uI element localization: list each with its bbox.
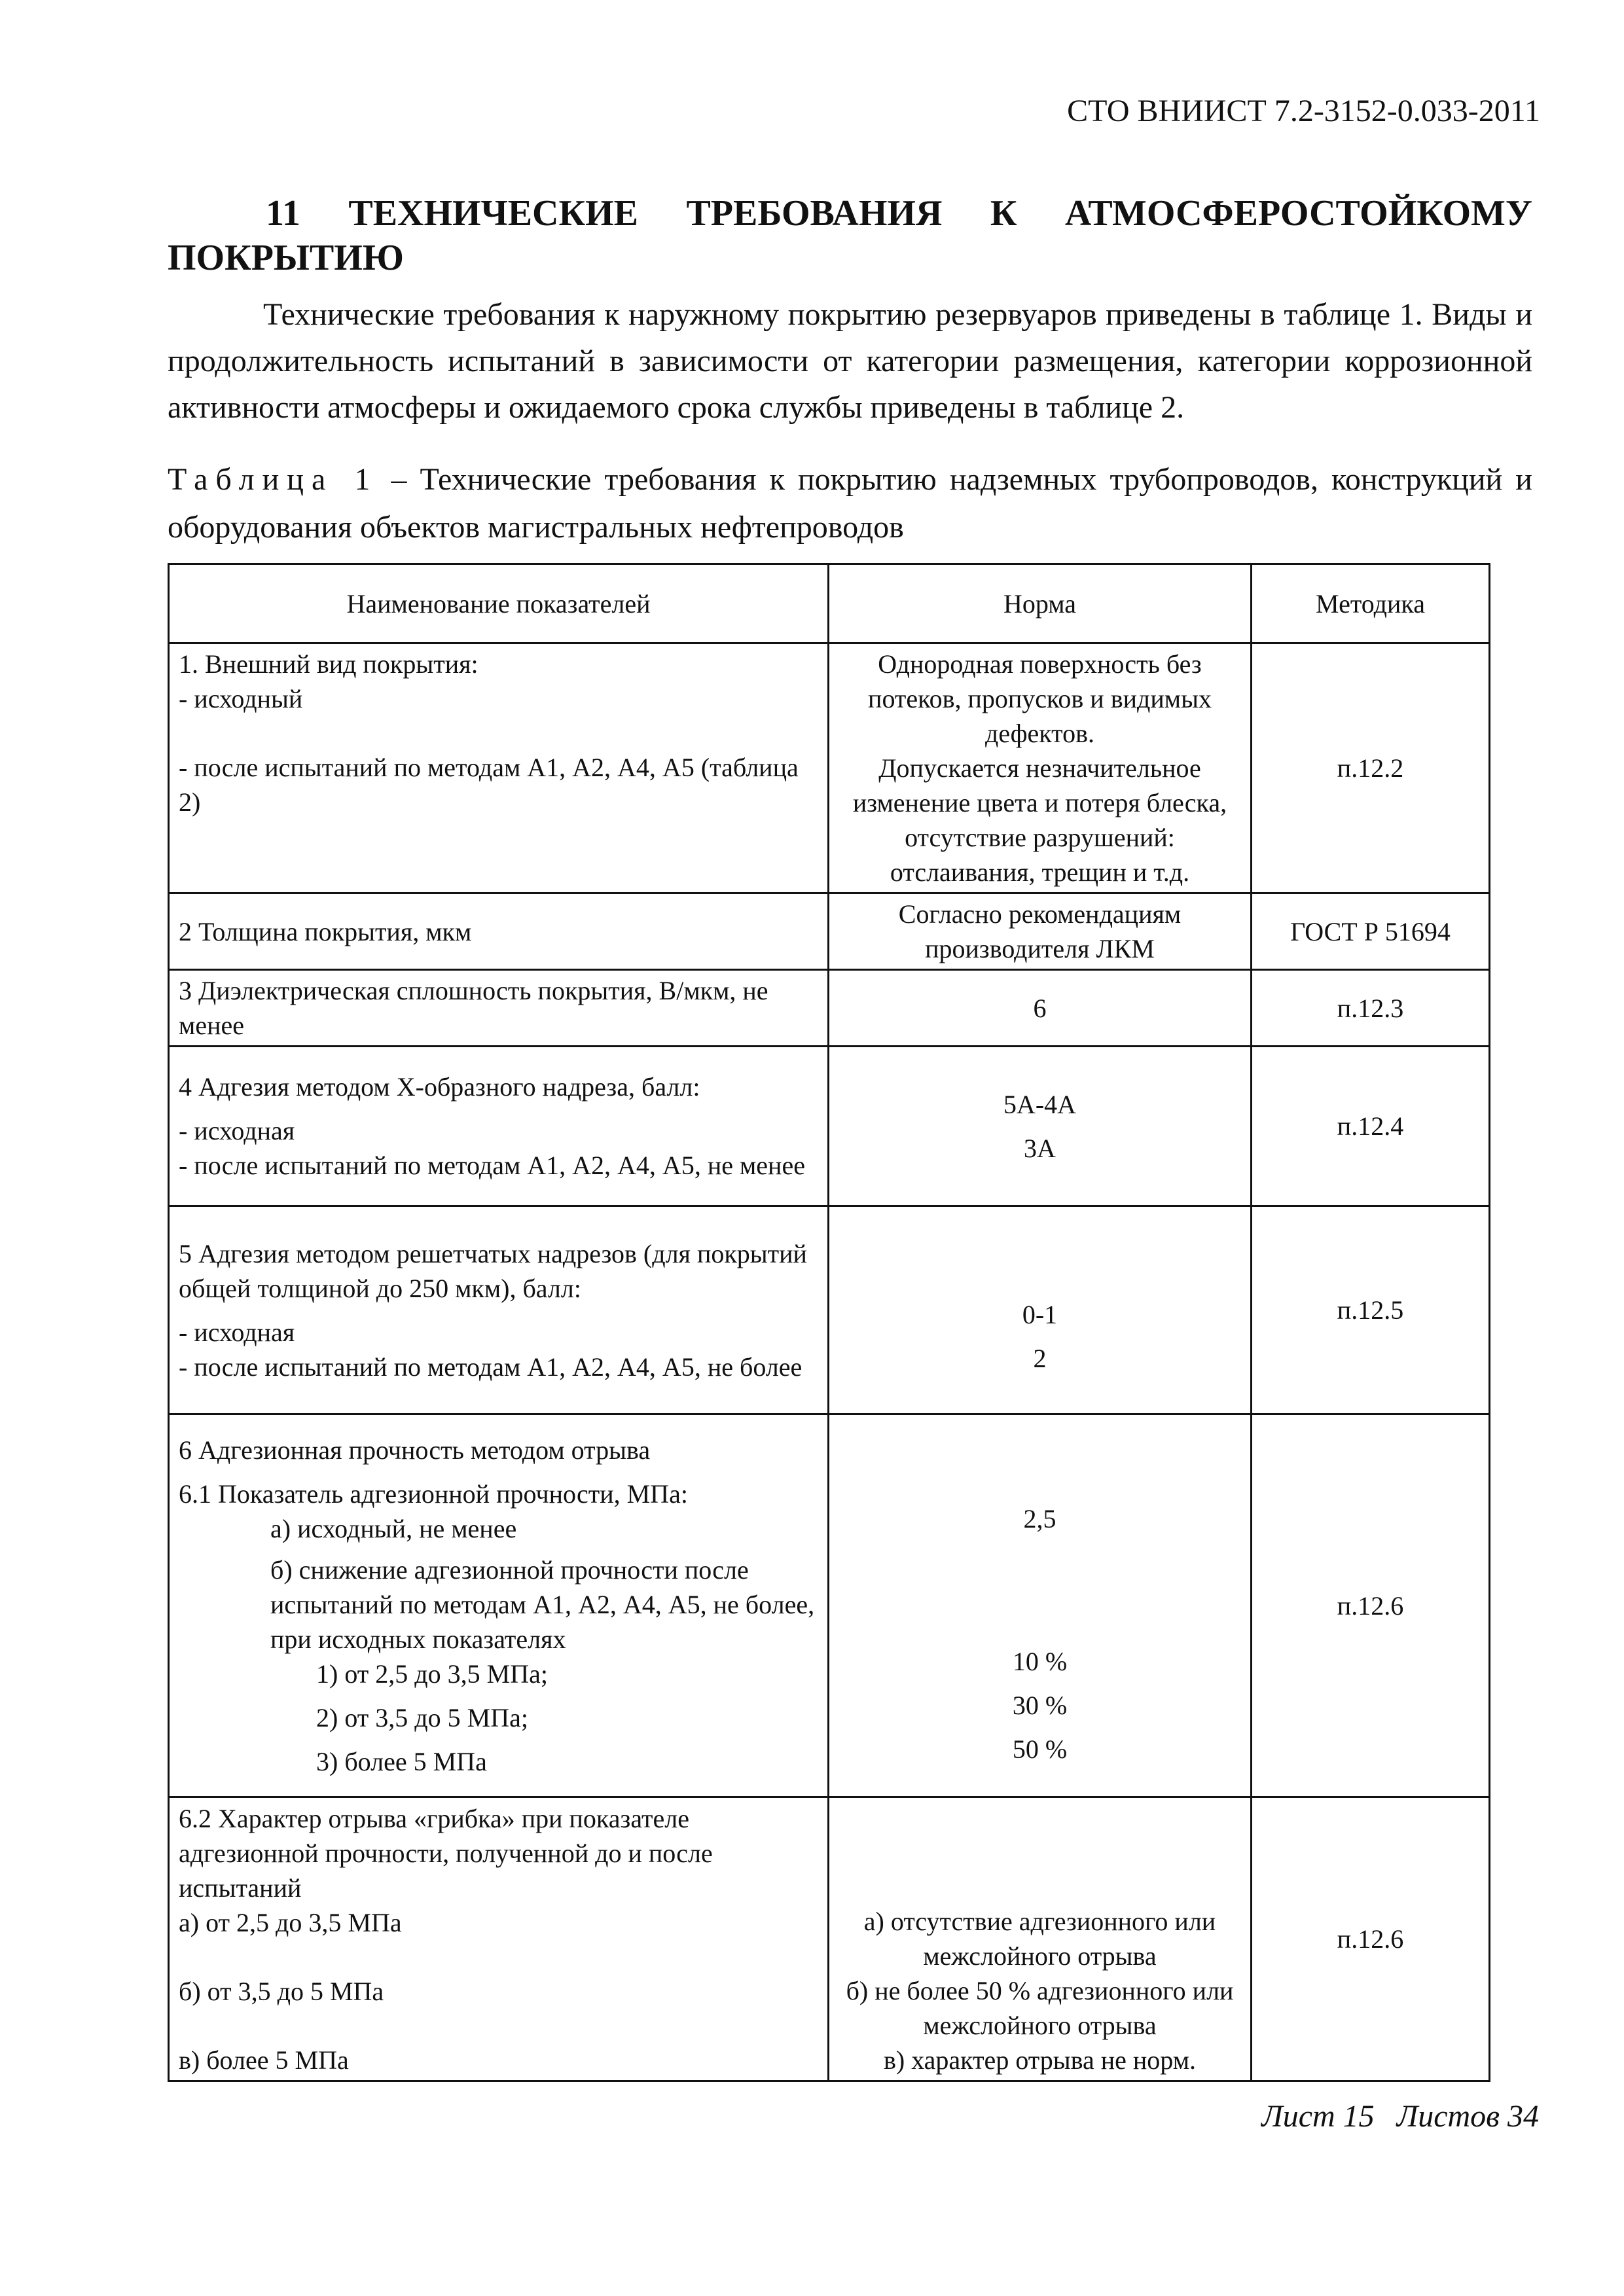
row-7-name-line: а) от 2,5 до 3,5 МПа <box>179 1907 402 1937</box>
row-5-name-line: - исходная <box>179 1317 295 1347</box>
row-7-name-cell <box>169 1797 829 2081</box>
sheet-number: Лист 15 <box>1261 2099 1375 2134</box>
row-4-name-line: 4 Адгезия методом Х-образного надреза, балл: <box>179 1072 700 1102</box>
row-4-norm-value: 3А <box>1024 1133 1056 1163</box>
row-6-norm-value: 2,5 <box>1023 1504 1056 1534</box>
row-6-name-line: 2) от 3,5 до 5 МПа; <box>316 1702 528 1732</box>
row-5-name-cell <box>169 1206 829 1414</box>
row-5-name-line: 5 Адгезия методом решетчатых надрезов (для покрытий общей толщиной до 250 мкм), балл: <box>179 1238 807 1303</box>
row-7-norm-cell <box>829 1797 1252 2081</box>
row-1-norm-line: Допускается незначительное изменение цвета и потеря блеска, отсутствие разрушений: отслаивания, трещин и т.д. <box>852 753 1227 887</box>
table-caption-label: Таблица 1 <box>168 462 378 497</box>
row-4-name-line: - исходная <box>179 1116 295 1145</box>
row-6-name-line: 6 Адгезионная прочность методом отрыва <box>179 1435 651 1465</box>
row-4-norm-cell <box>829 1047 1252 1206</box>
row-6-name-line: а) исходный, не менее <box>270 1513 517 1543</box>
row-1-norm-cell <box>829 643 1252 893</box>
row-2-method-cell: ГОСТ Р 51694 <box>1252 893 1490 970</box>
row-6-name-line: 6.1 Показатель адгезионной прочности, МПа: <box>179 1479 688 1509</box>
row-2-norm-cell: Согласно рекомендациям производителя ЛКМ <box>829 893 1252 970</box>
table-row <box>169 970 1490 1047</box>
row-7-norm-line: а) отсутствие адгезионного или межслойного отрыва <box>863 1907 1216 1971</box>
row-1-method-cell: п.12.2 <box>1252 643 1490 893</box>
row-6-norm-cell <box>829 1414 1252 1797</box>
row-5-name-line: - после испытаний по методам А1, А2, А4, А5, не более <box>179 1352 803 1382</box>
row-6-norm-value: 10 % <box>1012 1647 1068 1676</box>
row-4-norm-value: 5А-4А <box>1003 1089 1077 1119</box>
row-1-name-line: 1. Внешний вид покрытия: <box>179 649 478 679</box>
table-caption <box>168 456 1532 551</box>
row-4-name-line: - после испытаний по методам А1, А2, А4, А5, не менее <box>179 1151 805 1180</box>
row-6-name-line: 1) от 2,5 до 3,5 МПа; <box>316 1659 548 1689</box>
header-norm: Норма <box>829 564 1252 643</box>
row-7-name-line: 6.2 Характер отрыва «грибка» при показателе адгезионной прочности, полученной до и после испытаний <box>179 1803 713 1903</box>
row-7-norm-line: б) не более 50 % адгезионного или межслойного отрыва <box>846 1976 1234 2040</box>
row-7-norm-line: в) характер отрыва не норм. <box>883 2045 1197 2075</box>
row-1-name-cell <box>169 643 829 893</box>
row-6-name-cell <box>169 1414 829 1797</box>
row-5-norm-cell <box>829 1206 1252 1414</box>
row-6-norm-value: 30 % <box>1012 1691 1068 1720</box>
section-title: 11 ТЕХНИЧЕСКИЕ ТРЕБОВАНИЯ К АТМОСФЕРОСТОЙКОМУ ПОКРЫТИЮ <box>168 193 1532 278</box>
table-caption-text: – Технические требования к покрытию надземных трубопроводов, конструкций и оборудования объектов магистральных нефтепроводов <box>168 462 1532 545</box>
row-6-norm-value: 50 % <box>1012 1734 1068 1764</box>
row-2-name-cell: 2 Толщина покрытия, мкм <box>169 893 829 970</box>
row-4-method-cell: п.12.4 <box>1252 1047 1490 1206</box>
row-1-norm-line: Однородная поверхность без потеков, пропусков и видимых дефектов. <box>868 649 1212 748</box>
sheets-total: Листов 34 <box>1396 2099 1539 2134</box>
table-row <box>169 1414 1490 1797</box>
requirements-table <box>168 563 1490 2082</box>
row-3-norm-cell: 6 <box>829 970 1252 1047</box>
row-7-method-cell: п.12.6 <box>1252 1797 1490 2081</box>
table-row <box>169 1797 1490 2081</box>
header-name: Наименование показателей <box>169 564 829 643</box>
table-header-row <box>169 564 1490 643</box>
row-3-name-cell: 3 Диэлектрическая сплошность покрытия, В/мкм, не менее <box>169 970 829 1047</box>
row-5-method-cell: п.12.5 <box>1252 1206 1490 1414</box>
intro-paragraph: Технические требования к наружному покрытию резервуаров приведены в таблице 1. Виды и продолжительность испытаний в зависимости от категории размещения, категории коррозионной активности атмосферы и ожидаемого срока службы приведены в таблице 2. <box>168 297 1532 425</box>
row-5-norm-value: 2 <box>1033 1343 1047 1373</box>
row-1-name-line: - после испытаний по методам А1, А2, А4, А5 (таблица 2) <box>179 753 799 817</box>
row-6-name-line: б) снижение адгезионной прочности после испытаний по методам А1, А2, А4, А5, не более, при исходных показателях <box>270 1554 815 1654</box>
row-3-method-cell: п.12.3 <box>1252 970 1490 1047</box>
row-7-name-line: б) от 3,5 до 5 МПа <box>179 1976 384 2006</box>
row-4-name-cell <box>169 1047 829 1206</box>
row-7-name-line: в) более 5 МПа <box>179 2045 349 2075</box>
table-row <box>169 893 1490 970</box>
row-6-method-cell: п.12.6 <box>1252 1414 1490 1797</box>
page-footer <box>1261 2098 1539 2134</box>
document-code: СТО ВНИИСТ 7.2-3152-0.033-2011 <box>1067 94 1540 128</box>
table-row <box>169 1047 1490 1206</box>
header-method: Методика <box>1252 564 1490 643</box>
table-row <box>169 643 1490 893</box>
row-1-name-line: - исходный <box>179 684 303 713</box>
row-5-norm-value: 0-1 <box>1022 1299 1058 1329</box>
row-6-name-line: 3) более 5 МПа <box>316 1746 487 1776</box>
table-row <box>169 1206 1490 1414</box>
